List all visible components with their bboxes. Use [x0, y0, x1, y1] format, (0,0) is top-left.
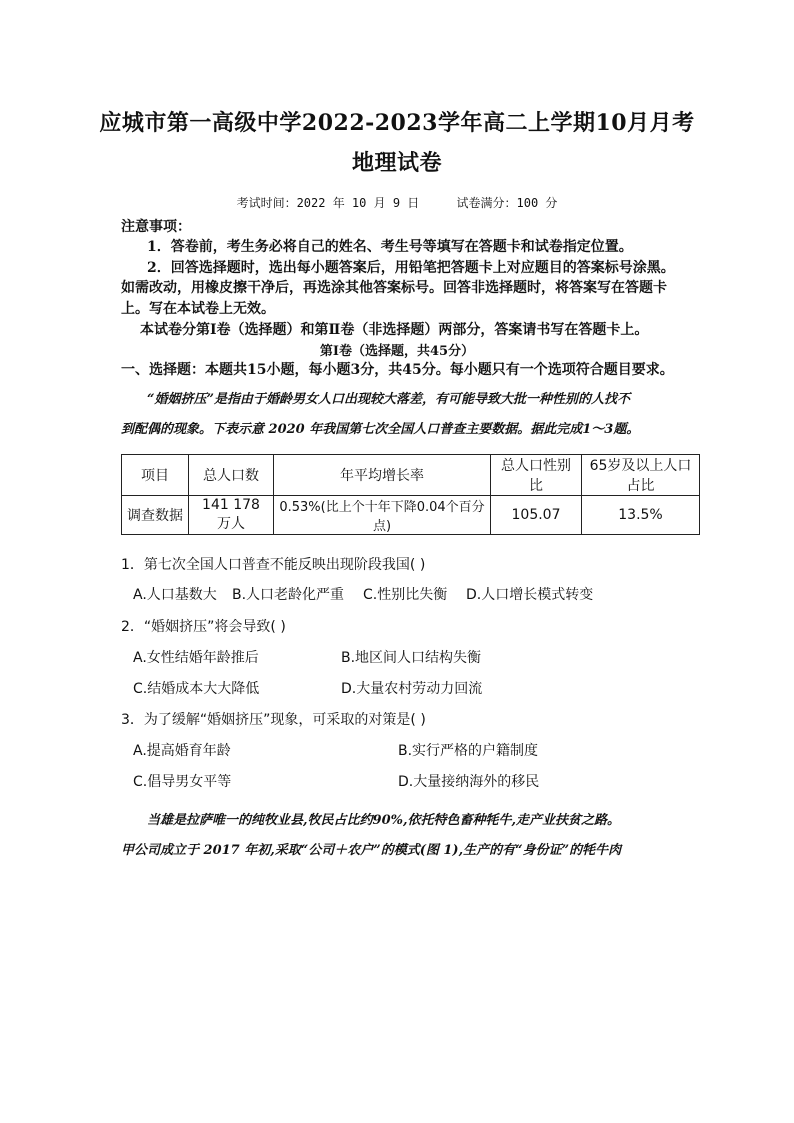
question-1-option-c[interactable]: C.性别比失衡 — [363, 587, 448, 603]
section-heading: 第Ⅰ卷（选择题，共45分） — [319, 344, 475, 359]
notes-heading: 注意事项： — [121, 219, 191, 235]
note-item-1: 1．答卷前，考生务必将自己的姓名、考生号等填写在答题卡和试卷指定位置。 — [147, 239, 633, 255]
table-cell: 105.07 — [491, 496, 582, 535]
table-header-cell: 项目 — [122, 455, 189, 496]
exam-time: 考试时间：2022 年 10 月 9 日 — [236, 196, 420, 210]
question-1-option-a[interactable]: A.人口基数大 — [133, 587, 217, 603]
table-header-cell: 总人口性别比 — [491, 455, 582, 496]
question-2-stem: 2．“婚姻挤压”将会导致( ) — [121, 619, 286, 635]
table-header-cell: 年平均增长率 — [274, 455, 491, 496]
exam-title: 应城市第一高级中学2022-2023学年高二上学期10月月考 — [99, 110, 695, 136]
question-3-option-a[interactable]: A.提高婚育年龄 — [133, 743, 231, 759]
question-3-option-c[interactable]: C.倡导男女平等 — [133, 774, 232, 790]
question-1-option-b[interactable]: B.人口老龄化严重 — [232, 587, 345, 603]
question-2-option-c[interactable]: C.结婚成本大大降低 — [133, 681, 260, 697]
table-header-row — [122, 455, 700, 496]
table-header-cell: 65岁及以上人口占比 — [582, 455, 700, 496]
exam-subject: 地理试卷 — [351, 150, 442, 176]
full-score: 试卷满分：100 分 — [456, 196, 558, 210]
table-cell: 141 178 万人 — [189, 496, 274, 535]
passage-2-line-1: 当雄是拉萨唯一的纯牧业县,牧民占比约90%,依托特色畜种牦牛,走产业扶贫之路。 — [147, 813, 621, 828]
exam-structure: 本试卷分第Ⅰ卷（选择题）和第Ⅱ卷（非选择题）两部分，答案请书写在答题卡上。 — [140, 322, 649, 338]
note-item-2: 2．回答选择题时，选出每小题答案后，用铅笔把答题卡上对应题目的答案标号涂黑。 — [147, 260, 675, 276]
question-3-option-d[interactable]: D.大量接纳海外的移民 — [398, 774, 540, 790]
census-table — [121, 454, 700, 535]
note-item-2-cont: 如需改动，用橡皮擦干净后，再选涂其他答案标号。回答非选择题时，将答案写在答题卡 — [121, 280, 667, 296]
question-2-option-b[interactable]: B.地区间人口结构失衡 — [341, 650, 482, 666]
table-cell: 0.53%(比上个十年下降0.04个百分点) — [274, 496, 491, 535]
question-3-option-b[interactable]: B.实行严格的户籍制度 — [398, 743, 539, 759]
note-item-2-end: 上。写在本试卷上无效。 — [121, 301, 275, 317]
question-3-stem: 3．为了缓解“婚姻挤压”现象，可采取的对策是( ) — [121, 712, 426, 728]
table-row — [122, 496, 700, 535]
table-cell: 调查数据 — [122, 496, 189, 535]
passage-1-line-2: 到配偶的现象。下表示意 2020 年我国第七次全国人口普查主要数据。据此完成1～3题。 — [121, 422, 640, 437]
question-2-option-a[interactable]: A.女性结婚年龄推后 — [133, 650, 259, 666]
passage-1-line-1: “婚姻挤压”是指由于婚龄男女人口出现较大落差，有可能导致大批一种性别的人找不 — [147, 392, 630, 407]
table-cell: 13.5% — [582, 496, 700, 535]
question-1-option-d[interactable]: D.人口增长模式转变 — [466, 587, 594, 603]
exam-meta — [0, 194, 794, 211]
section-instructions: 一、选择题：本题共15小题，每小题3分，共45分。每小题只有一个选项符合题目要求。 — [121, 362, 674, 378]
table-header-cell: 总人口数 — [189, 455, 274, 496]
passage-2-line-2: 甲公司成立于 2017 年初,采取“公司＋农户”的模式(图 1),生产的有“身份证”的牦牛肉 — [121, 843, 622, 858]
question-2-option-d[interactable]: D.大量农村劳动力回流 — [341, 681, 483, 697]
question-1-stem: 1．第七次全国人口普查不能反映出现阶段我国( ) — [121, 557, 426, 573]
